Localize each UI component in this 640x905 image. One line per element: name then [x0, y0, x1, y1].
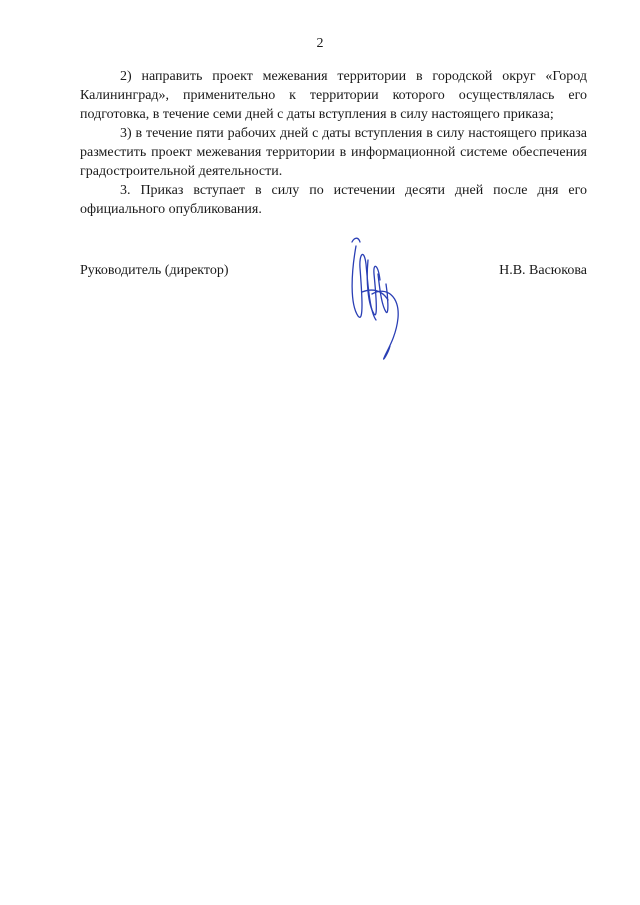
signer-title: Руководитель (директор) — [80, 263, 229, 278]
paragraph-item-2: 2) направить проект межевания территории в городской округ «Город Калининград», применительно к территории которого осуществлялась его подготовка, в течение семи дней с даты вступления в силу настоящего приказа; — [80, 69, 587, 122]
paragraph-clause-3: 3. Приказ вступает в силу по истечении десяти дней после дня его официального опубликования. — [80, 183, 587, 217]
handwritten-signature — [342, 234, 412, 364]
signer-name: Н.В. Васюкова — [499, 263, 587, 278]
page-number: 2 — [316, 36, 324, 51]
paragraph-item-3: 3) в течение пяти рабочих дней с даты вступления в силу настоящего приказа разместить проект межевания территории в информационной системе обеспечения градостроительной деятельности. — [80, 126, 587, 179]
document-body — [80, 67, 587, 219]
